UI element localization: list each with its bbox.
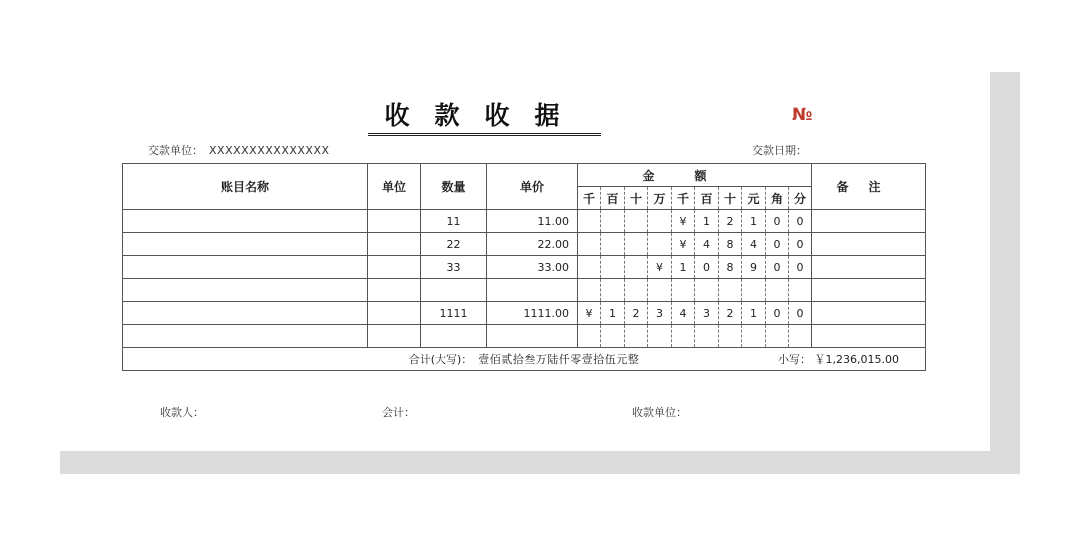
receipt-table [122, 163, 926, 371]
unit-price-cell: 33.00 [487, 256, 578, 279]
amount-digit-cell [766, 325, 789, 348]
quantity-cell [421, 279, 487, 302]
table-row [123, 325, 926, 348]
digit-header: 角 [766, 187, 789, 210]
amount-digit-cell [601, 279, 625, 302]
amount-digit-cell: 4 [672, 302, 695, 325]
pay-date-label: 交款日期： [752, 144, 807, 157]
amount-digit-cell [601, 256, 625, 279]
paper-shadow-bottom [60, 451, 1020, 474]
amount-digit-cell: 1 [672, 256, 695, 279]
amount-digit-cell: ¥ [648, 256, 672, 279]
small-total [778, 351, 899, 367]
amount-digit-cell [625, 325, 648, 348]
digit-header: 分 [789, 187, 812, 210]
amount-digit-cell [578, 256, 601, 279]
quantity-cell: 1111 [421, 302, 487, 325]
accountant-label: 会计： [382, 406, 415, 419]
unit-cell [368, 210, 421, 233]
unit-cell [368, 256, 421, 279]
amount-digit-cell: 8 [719, 256, 742, 279]
header-quantity: 数量 [421, 164, 487, 210]
amount-digit-cell: 1 [601, 302, 625, 325]
amount-digit-cell: 2 [719, 302, 742, 325]
digit-header: 千 [672, 187, 695, 210]
small-total-value: ￥1,236,015.00 [814, 353, 899, 366]
item-name-cell [123, 325, 368, 348]
remark-cell [812, 279, 926, 302]
remark-cell [812, 233, 926, 256]
amount-digit-cell [578, 233, 601, 256]
amount-digit-cell: ¥ [672, 210, 695, 233]
remark-cell [812, 210, 926, 233]
small-total-label: 小写： [778, 353, 812, 366]
unit-price-cell: 22.00 [487, 233, 578, 256]
unit-cell [368, 302, 421, 325]
amount-digit-cell: 0 [789, 256, 812, 279]
digit-header: 万 [648, 187, 672, 210]
header-item-name: 账目名称 [123, 164, 368, 210]
header-remark: 备注 [812, 164, 926, 210]
amount-digit-cell [766, 279, 789, 302]
amount-digit-cell: 2 [625, 302, 648, 325]
amount-digit-cell: 3 [695, 302, 719, 325]
header-unit-price: 单价 [487, 164, 578, 210]
table-row [123, 256, 926, 279]
unit-price-cell [487, 279, 578, 302]
table-row [123, 279, 926, 302]
amount-digit-cell [695, 325, 719, 348]
amount-digit-cell [578, 279, 601, 302]
digit-header: 百 [695, 187, 719, 210]
amount-digit-cell [648, 325, 672, 348]
amount-digit-cell [625, 279, 648, 302]
amount-digit-cell: 4 [742, 233, 766, 256]
remark-cell [812, 256, 926, 279]
payee-unit-label: 收款单位： [632, 406, 687, 419]
total-label: 合计(大写)： [408, 353, 473, 366]
amount-digit-cell [601, 210, 625, 233]
amount-digit-cell [625, 256, 648, 279]
unit-price-cell [487, 325, 578, 348]
total-words: 壹佰贰拾叁万陆仟零壹拾伍元整 [478, 353, 640, 366]
unit-price-cell: 11.00 [487, 210, 578, 233]
amount-digit-cell: 2 [719, 210, 742, 233]
amount-digit-cell [625, 233, 648, 256]
amount-digit-cell [578, 325, 601, 348]
amount-digit-cell [742, 325, 766, 348]
amount-digit-cell [578, 210, 601, 233]
amount-digit-cell: 9 [742, 256, 766, 279]
remark-cell [812, 325, 926, 348]
amount-digit-cell [601, 233, 625, 256]
amount-digit-cell: 4 [695, 233, 719, 256]
paper-shadow-right [990, 72, 1020, 474]
amount-digit-cell [625, 210, 648, 233]
amount-digit-cell [789, 325, 812, 348]
header-unit: 单位 [368, 164, 421, 210]
digit-header: 十 [719, 187, 742, 210]
amount-digit-cell: 0 [766, 256, 789, 279]
payee-label: 收款人： [160, 406, 204, 419]
amount-digit-cell [672, 325, 695, 348]
amount-digit-cell: 0 [789, 210, 812, 233]
item-name-cell [123, 256, 368, 279]
total-cell [123, 348, 926, 371]
amount-digit-cell: 1 [742, 302, 766, 325]
payer-line [148, 142, 330, 158]
table-row [123, 210, 926, 233]
amount-digit-cell [672, 279, 695, 302]
amount-digit-cell: 0 [789, 302, 812, 325]
receipt-title: 收款收据 [368, 101, 601, 136]
digit-header: 元 [742, 187, 766, 210]
digit-header: 千 [578, 187, 601, 210]
amount-digit-cell: 1 [742, 210, 766, 233]
remark-cell [812, 302, 926, 325]
item-name-cell [123, 302, 368, 325]
amount-digit-cell: 0 [766, 233, 789, 256]
table-row [123, 233, 926, 256]
number-mark: № [792, 105, 813, 125]
amount-digit-cell [601, 325, 625, 348]
unit-cell [368, 279, 421, 302]
amount-digit-cell: 0 [695, 256, 719, 279]
amount-digit-cell [719, 325, 742, 348]
payer-value: XXXXXXXXXXXXXXX [209, 144, 330, 157]
amount-digit-cell [742, 279, 766, 302]
quantity-cell: 22 [421, 233, 487, 256]
item-name-cell [123, 210, 368, 233]
pay-date-line [752, 142, 807, 158]
amount-digit-cell [789, 279, 812, 302]
item-name-cell [123, 279, 368, 302]
digit-header: 百 [601, 187, 625, 210]
unit-cell [368, 233, 421, 256]
quantity-cell: 33 [421, 256, 487, 279]
amount-digit-cell: 0 [766, 302, 789, 325]
amount-digit-cell: 0 [789, 233, 812, 256]
unit-cell [368, 325, 421, 348]
amount-digit-cell [695, 279, 719, 302]
amount-digit-cell: 3 [648, 302, 672, 325]
digit-header: 十 [625, 187, 648, 210]
item-name-cell [123, 233, 368, 256]
amount-digit-cell: 8 [719, 233, 742, 256]
amount-digit-cell: 1 [695, 210, 719, 233]
amount-digit-cell [648, 210, 672, 233]
amount-digit-cell: ¥ [578, 302, 601, 325]
quantity-cell [421, 325, 487, 348]
amount-digit-cell [648, 233, 672, 256]
header-amount: 金额 [578, 164, 812, 187]
amount-digit-cell [719, 279, 742, 302]
amount-digit-cell: ¥ [672, 233, 695, 256]
amount-digit-cell [648, 279, 672, 302]
table-row [123, 302, 926, 325]
receipt-rows [123, 210, 926, 348]
unit-price-cell: 1111.00 [487, 302, 578, 325]
amount-digit-cell: 0 [766, 210, 789, 233]
payer-label: 交款单位： [148, 144, 203, 157]
quantity-cell: 11 [421, 210, 487, 233]
